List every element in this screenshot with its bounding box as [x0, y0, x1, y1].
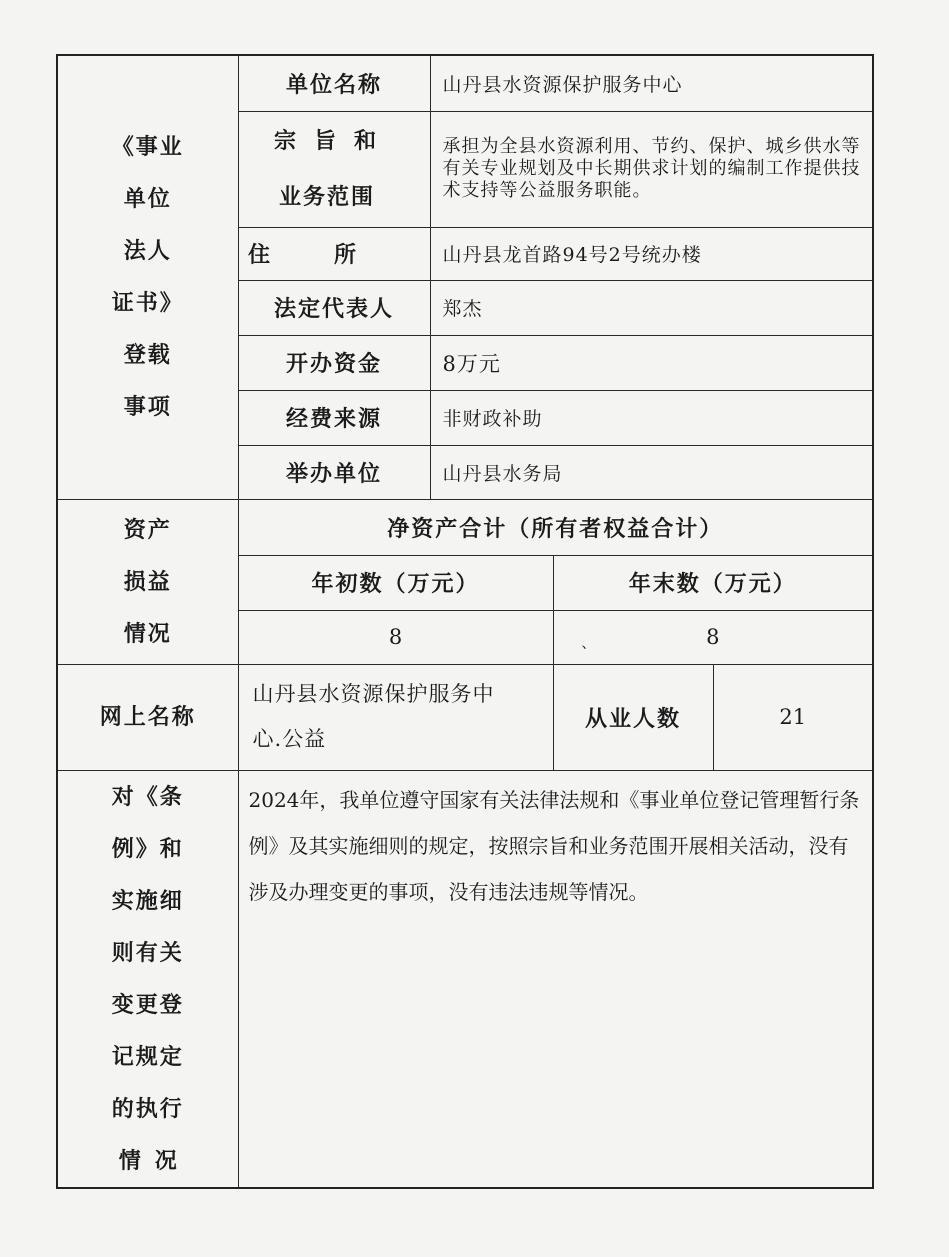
label-purpose-scope: 宗旨和 业务范围 [238, 111, 430, 227]
label-staff-count: 从业人数 [553, 664, 713, 770]
value-address: 山丹县龙首路94号2号统办楼 [430, 227, 873, 280]
label-unit-name: 单位名称 [238, 55, 430, 111]
label-capital: 开办资金 [238, 335, 430, 390]
row-net-assets-header [57, 499, 873, 555]
value-year-begin: 8 [238, 610, 553, 664]
value-year-end-cell [553, 610, 873, 664]
row-online-name [57, 664, 873, 770]
value-capital: 8万元 [430, 335, 873, 390]
value-sponsor: 山丹县水务局 [430, 445, 873, 499]
value-unit-name: 山丹县水资源保护服务中心 [430, 55, 873, 111]
header-net-assets: 净资产合计（所有者权益合计） [238, 499, 873, 555]
label-sponsor: 举办单位 [238, 445, 430, 499]
value-compliance-text: 2024年，我单位遵守国家有关法律法规和《事业单位登记管理暂行条例》及其实施细则的规定，按照宗旨和业务范围开展相关活动，没有涉及办理变更的事项，没有违法违规等情况。 [238, 770, 873, 1188]
section-label-compliance: 对《条 例》和 实施细 则有关 变更登 记规定 的执行 情况 [57, 770, 238, 1188]
value-online-name: 山丹县水资源保护服务中 心.公益 [238, 664, 553, 770]
label-online-name: 网上名称 [57, 664, 238, 770]
section-label-registration: 《事业 单位 法人 证书》 登载 事项 [57, 55, 238, 499]
header-year-end: 年末数（万元） [553, 555, 873, 610]
value-purpose-scope: 承担为全县水资源利用、节约、保护、城乡供水等有关专业规划及中长期供求计划的编制工作提供技术支持等公益服务职能。 [430, 111, 873, 227]
section-label-assets: 资产 损益 情况 [57, 499, 238, 664]
header-year-begin: 年初数（万元） [238, 555, 553, 610]
value-staff-count: 21 [713, 664, 873, 770]
annual-report-table [56, 54, 874, 1189]
label-address: 住所 [238, 227, 430, 280]
row-unit-name [57, 55, 873, 111]
label-funding: 经费来源 [238, 390, 430, 445]
row-compliance [57, 770, 873, 1188]
label-legal-rep: 法定代表人 [238, 280, 430, 335]
value-funding: 非财政补助 [430, 390, 873, 445]
stray-mark: 、 [581, 635, 596, 652]
value-legal-rep: 郑杰 [430, 280, 873, 335]
value-year-end: 8 [706, 625, 720, 649]
